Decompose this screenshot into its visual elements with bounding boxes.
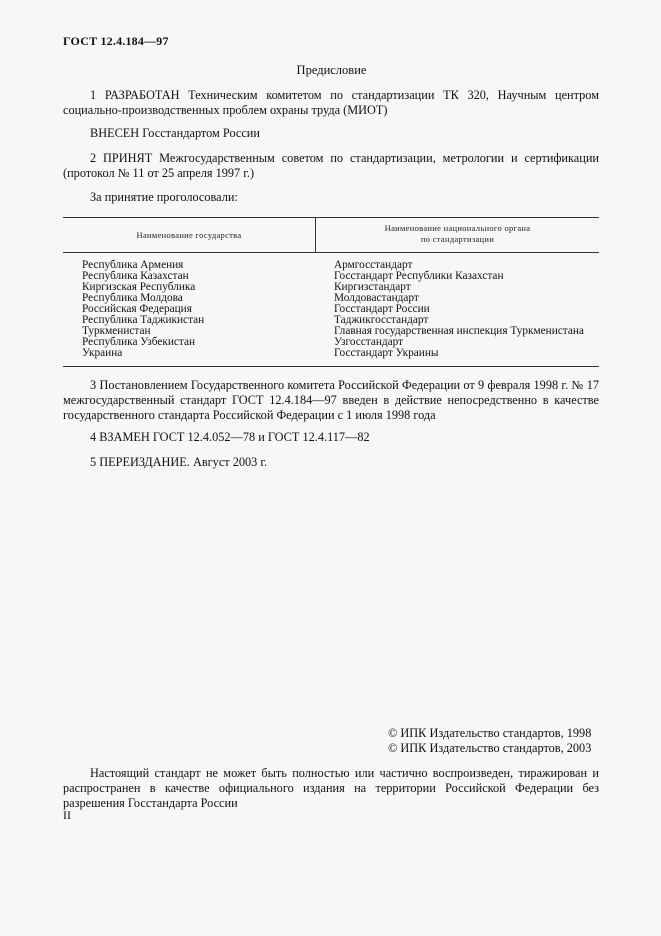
table-header-body	[316, 223, 599, 245]
paragraph-replaces-text: 4 ВЗАМЕН ГОСТ 12.4.052—78 и ГОСТ 12.4.117—82	[90, 430, 370, 444]
paragraph-developed	[63, 88, 599, 118]
table-cell-state: Республика Казахстан	[82, 270, 189, 282]
paragraph-reissue-text: 5 ПЕРЕИЗДАНИЕ. Август 2003 г.	[90, 455, 268, 469]
table-states-column	[82, 260, 204, 359]
section-title-text: Предисловие	[296, 63, 367, 77]
table-cell-state: Республика Таджикистан	[82, 314, 205, 326]
paragraph-voted	[63, 190, 599, 205]
table-cell-body: Таджикгосстандарт	[334, 314, 429, 326]
copyright-line: © ИПК Издательство стандартов, 2003	[388, 741, 592, 755]
table-cell-body: Главная государственная инспекция Туркменистана	[334, 325, 584, 337]
paragraph-adopted-text: 2 ПРИНЯТ Межгосударственным советом по стандартизации, метрологии и сертификации (протокол № 11 от 25 апреля 1997 г.)	[63, 151, 599, 180]
reproduction-notice-text: Настоящий стандарт не может быть полностью или частично воспроизведен, тиражирован и распространен в качестве официального издания на территории Российской Федерации без разрешения Госстандарта России	[63, 766, 599, 810]
paragraph-adopted	[63, 151, 599, 181]
reproduction-notice	[63, 766, 599, 811]
table-cell-body: Госстандарт России	[334, 303, 430, 315]
section-title	[0, 63, 661, 78]
table-cell-state: Киргизская Республика	[82, 281, 196, 293]
paragraph-replaces	[63, 430, 599, 445]
table-cell-state: Республика Узбекистан	[82, 336, 196, 348]
copyright-block	[388, 726, 599, 756]
table-cell-body: Госстандарт Украины	[334, 347, 439, 359]
table-header-state: Наименование государства	[136, 230, 242, 240]
paragraph-voted-text: За принятие проголосовали:	[90, 190, 238, 204]
table-cell-body: Госстандарт Республики Казахстан	[334, 270, 504, 282]
paragraph-resolution-text: 3 Постановлением Государственного комитета Российской Федерации от 9 февраля 1998 г. № 17 межгосударственный стандарт ГОСТ 12.4.184—97 введен в действие непосредственно в качестве государственного стандарта Российской Федерации с 1 июля 1998 года	[63, 378, 599, 422]
table-cell-body: Армгосстандарт	[334, 259, 413, 271]
table-cell-state: Республика Молдова	[82, 292, 183, 304]
table-cell-body: Киргизстандарт	[334, 281, 411, 293]
document-header: ГОСТ 12.4.184—97	[63, 34, 169, 48]
voting-table	[63, 217, 599, 367]
paragraph-developed-text: 1 РАЗРАБОТАН Техническим комитетом по стандартизации ТК 320, Научным центром социально-производственных проблем охраны труда (МИОТ)	[63, 88, 599, 117]
table-cell-body: Узгосстандарт	[334, 336, 404, 348]
table-cell-state: Российская Федерация	[82, 303, 192, 315]
table-bodies-column	[334, 260, 584, 359]
table-cell-state: Украина	[82, 347, 123, 359]
table-cell-state: Республика Армения	[82, 259, 184, 271]
page-number: II	[63, 808, 71, 822]
table-header-divider	[63, 252, 599, 253]
paragraph-introduced-text: ВНЕСЕН Госстандартом России	[90, 126, 260, 140]
paragraph-resolution	[63, 378, 599, 423]
table-cell-body: Молдовастандарт	[334, 292, 419, 304]
copyright-line: © ИПК Издательство стандартов, 1998	[388, 726, 592, 740]
paragraph-introduced	[63, 126, 599, 141]
table-cell-state: Туркменистан	[82, 325, 151, 337]
paragraph-reissue	[63, 455, 599, 470]
table-header-body-line2: по стандартизации	[420, 234, 495, 244]
table-header-body-line1: Наименование национального органа	[384, 223, 531, 233]
